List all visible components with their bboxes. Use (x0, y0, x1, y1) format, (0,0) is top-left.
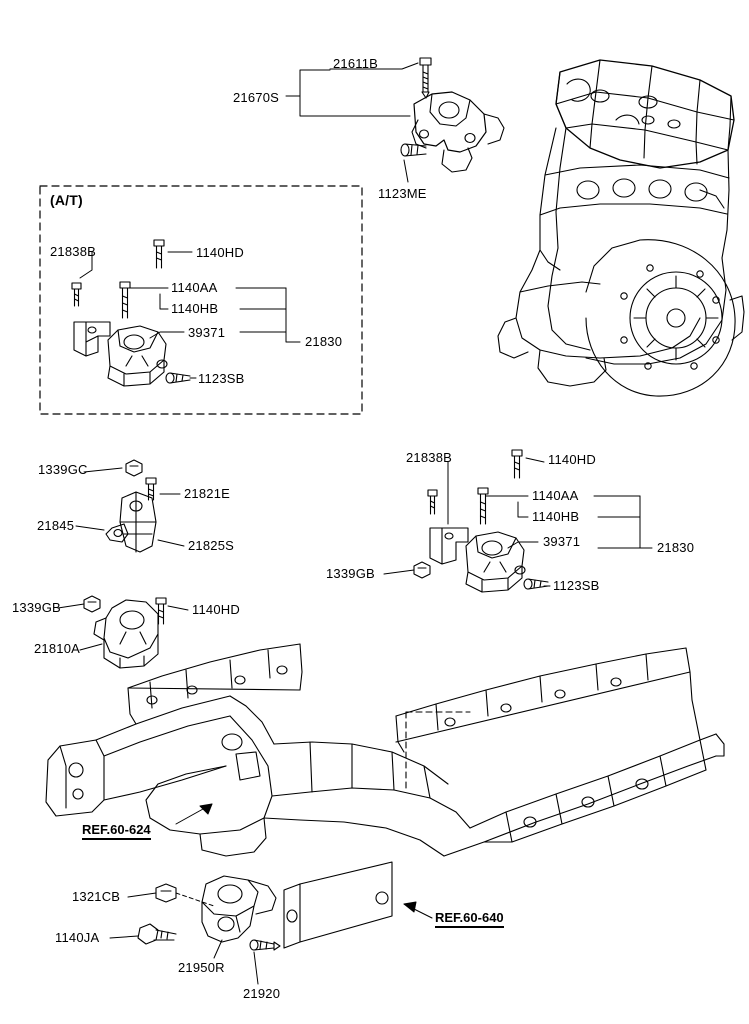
label-1140hb-at: 1140HB (171, 301, 219, 316)
label-1140hd-left: 1140HD (192, 602, 240, 617)
bracket-21838b-right (430, 528, 468, 564)
label-1140hd-right: 1140HD (548, 452, 596, 467)
bracket-21821e (120, 492, 156, 552)
label-21830-at: 21830 (305, 334, 343, 349)
bolt-21838b-right (428, 490, 437, 514)
engine-illustration (498, 60, 744, 396)
label-at-group: (A/T) (50, 192, 83, 208)
nut-1321cb (156, 884, 176, 902)
label-21830-right: 21830 (657, 540, 695, 555)
engine-mount-support-bracket-21670s (412, 92, 504, 172)
label-39371-at: 39371 (188, 325, 226, 340)
label-21670s: 21670S (233, 90, 280, 105)
label-39371-right: 39371 (543, 534, 581, 549)
label-21825s: 21825S (188, 538, 235, 553)
nut-1339gb-right (414, 562, 430, 578)
bolt-1140hd-at (154, 240, 164, 268)
bolt-1140aa-at (120, 282, 130, 318)
subframe-structure (46, 644, 724, 948)
nut-1339gc (126, 460, 142, 476)
label-1140ja: 1140JA (55, 930, 100, 945)
stopper-21845 (106, 524, 128, 542)
label-1339gb-right: 1339GB (326, 566, 375, 581)
bolt-1140aa-right (478, 488, 488, 524)
bolt-1140ja (138, 924, 176, 944)
roll-rod-21950r (202, 876, 276, 942)
reference-60-624: REF.60-624 (82, 822, 151, 840)
label-21838b-right: 21838B (406, 450, 453, 465)
label-21920: 21920 (243, 986, 281, 1001)
nut-1339gb-left (84, 596, 100, 612)
bolt-1140hd-right (512, 450, 522, 478)
bolt-1123sb-at (166, 373, 190, 383)
transaxle-mount-39371-right (466, 532, 525, 592)
label-21950r: 21950R (178, 960, 225, 975)
label-21838b-at: 21838B (50, 244, 97, 259)
label-1339gb-left: 1339GB (12, 600, 61, 615)
engine-mounting-21810a (94, 600, 158, 668)
label-21845: 21845 (37, 518, 75, 533)
bolt-21920 (250, 940, 280, 950)
label-1140hb-right: 1140HB (532, 509, 580, 524)
label-21611b: 21611B (333, 56, 379, 71)
label-1123sb-at: 1123SB (198, 371, 245, 386)
label-21810a: 21810A (34, 641, 81, 656)
bolt-1123sb-right (524, 579, 548, 589)
bolt-21838b-at (72, 283, 81, 306)
label-1140aa-right: 1140AA (532, 488, 579, 503)
label-1140hd-at: 1140HD (196, 245, 244, 260)
label-1339gc: 1339GC (38, 462, 88, 477)
bolt-1123me (401, 144, 426, 156)
transaxle-mount-39371-at (108, 326, 167, 386)
label-21821e: 21821E (184, 486, 231, 501)
label-1123sb-right: 1123SB (553, 578, 600, 593)
label-1321cb: 1321CB (72, 889, 121, 904)
bolt-21611b (420, 58, 431, 98)
label-1123me: 1123ME (378, 186, 427, 201)
reference-60-640: REF.60-640 (435, 910, 504, 928)
label-1140aa-at: 1140AA (171, 280, 218, 295)
bracket-21838b-at (74, 322, 110, 356)
